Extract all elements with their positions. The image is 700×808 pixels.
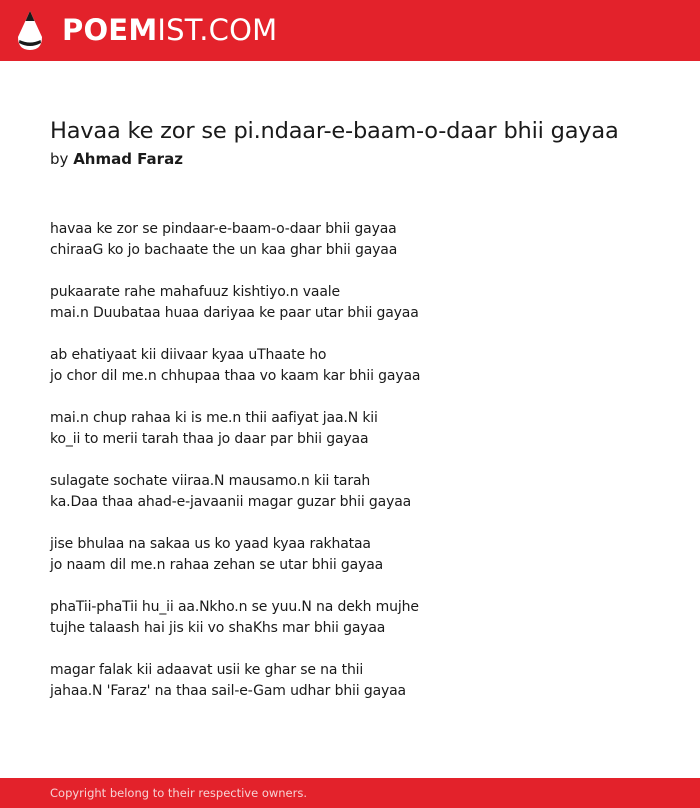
stanza [50,471,670,513]
poem-line: jahaa.N 'Faraz' na thaa sail-e-Gam udhar bhii gayaa [50,683,406,699]
copyright-notice: Copyright belong to their respective owners. [50,786,308,800]
poem-line: jo chor dil me.n chhupaa thaa vo kaam kar bhii gayaa [50,368,421,384]
stanza [50,219,670,261]
by-label: by [50,150,69,168]
poem-line: tujhe talaash hai jis kii vo shaKhs mar bhii gayaa [50,620,386,636]
stanza [50,597,670,639]
poem-byline [50,149,183,169]
poem-body [50,219,670,723]
poem-line: pukaarate rahe mahafuuz kishtiyo.n vaale [50,284,340,300]
poem-line: chiraaG ko jo bachaate the un kaa ghar bhii gayaa [50,242,398,258]
poem-line: jo naam dil me.n rahaa zehan se utar bhii gayaa [50,557,384,573]
poem-line: ko_ii to merii tarah thaa jo daar par bhii gayaa [50,431,369,447]
stanza [50,282,670,324]
author-name: Ahmad Faraz [73,150,183,168]
pencil-tip-icon[interactable] [17,10,43,51]
poem-line: phaTii-phaTii hu_ii aa.Nkho.n se yuu.N na dekh mujhe [50,599,419,615]
stanza [50,534,670,576]
poem-line: mai.n chup rahaa ki is me.n thii aafiyat jaa.N kii [50,410,378,426]
poem-line: mai.n Duubataa huaa dariyaa ke paar utar bhii gayaa [50,305,419,321]
site-footer [0,778,700,808]
poem-line: ka.Daa thaa ahad-e-javaanii magar guzar bhii gayaa [50,494,412,510]
stanza [50,660,670,702]
poem-title: Havaa ke zor se pi.ndaar-e-baam-o-daar bhii gayaa [50,118,619,144]
poem-line: magar falak kii adaavat usii ke ghar se na thii [50,662,364,678]
site-logo-text[interactable] [62,13,277,47]
poem-line: jise bhulaa na sakaa us ko yaad kyaa rakhataa [50,536,371,552]
stanza [50,408,670,450]
brand-bold-part: POEM [62,13,158,47]
brand-light-part: IST.COM [157,13,278,47]
poem-line: havaa ke zor se pindaar-e-baam-o-daar bhii gayaa [50,221,397,237]
poem-line: ab ehatiyaat kii diivaar kyaa uThaate ho [50,347,327,363]
site-header [0,0,700,61]
poem-line: sulagate sochate viiraa.N mausamo.n kii tarah [50,473,371,489]
stanza [50,345,670,387]
